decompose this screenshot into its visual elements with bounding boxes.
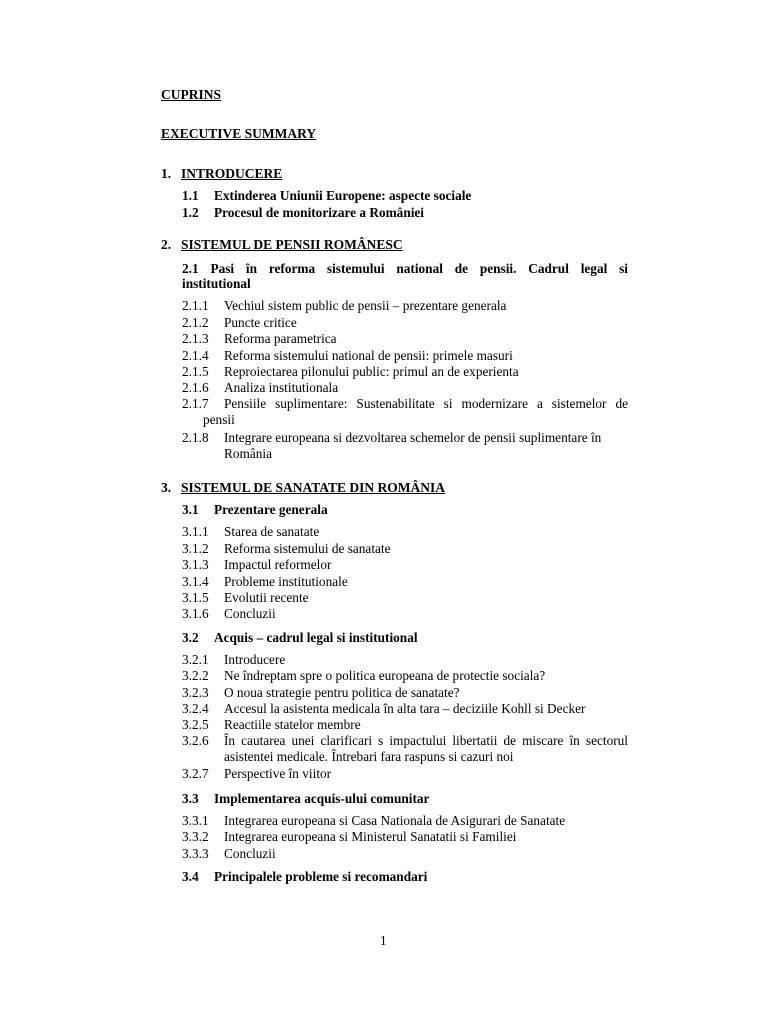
subsection-3-1-4	[182, 574, 348, 590]
subsection-number: 3.2.4	[182, 701, 209, 716]
subsection-number: 3.3.1	[182, 813, 209, 828]
subsection-number: 3.1.4	[182, 574, 209, 589]
executive-summary-heading: EXECUTIVE SUMMARY	[161, 126, 317, 141]
section-title: Extinderea Uniunii Europene: aspecte sociale	[214, 188, 472, 203]
chapter-2-heading	[161, 237, 403, 253]
subsection-3-1-3	[182, 557, 331, 573]
chapter-1-heading	[161, 166, 282, 182]
subsection-3-2-6-line1	[182, 733, 628, 749]
subsection-number: 3.2.2	[182, 668, 209, 683]
section-number: 3.2	[182, 630, 199, 645]
subsection-number: 3.1.3	[182, 557, 209, 572]
subsection-3-2-1	[182, 652, 285, 668]
subsection-3-3-1	[182, 813, 565, 829]
section-number: 3.4	[182, 869, 199, 884]
section-number: 1.2	[182, 205, 199, 220]
section-2-1-line2: institutional	[182, 276, 251, 291]
subsection-2-1-1	[182, 298, 506, 314]
subsection-number: 2.1.5	[182, 364, 209, 379]
subsection-number: 3.2.1	[182, 652, 209, 667]
subsection-title: Integrarea europeana si Casa Nationala de Asigurari de Sanatate	[224, 813, 566, 828]
chapter-title: SISTEMUL DE SANATATE DIN ROMÂNIA	[181, 480, 446, 495]
subsection-number: 3.3.3	[182, 846, 209, 861]
subsection-2-1-2	[182, 315, 297, 331]
chapter-number: 1.	[161, 166, 172, 181]
subsection-number: 3.2.3	[182, 685, 209, 700]
section-title: Prezentare generala	[214, 502, 328, 517]
subsection-title: Vechiul sistem public de pensii – prezentare generala	[224, 298, 507, 313]
subsection-number: 3.1.5	[182, 590, 209, 605]
subsection-number: 3.2.6	[182, 733, 209, 748]
chapter-title: SISTEMUL DE PENSII ROMÂNESC	[181, 237, 403, 252]
section-number: 2.1	[182, 261, 199, 276]
section-3-3	[182, 791, 429, 807]
subsection-2-1-5	[182, 364, 519, 380]
subsection-3-2-2	[182, 668, 545, 684]
subsection-2-1-8-line2: România	[224, 446, 273, 461]
subsection-2-1-6	[182, 380, 338, 396]
section-number: 1.1	[182, 188, 199, 203]
subsection-title: Concluzii	[224, 846, 276, 861]
subsection-3-2-3	[182, 685, 460, 701]
subsection-3-2-5	[182, 717, 361, 733]
subsection-number: 2.1.2	[182, 315, 209, 330]
page-number: 1	[380, 933, 387, 948]
section-number: 3.1	[182, 502, 199, 517]
subsection-title: O noua strategie pentru politica de sanatate?	[224, 685, 460, 700]
subsection-number: 3.2.5	[182, 717, 209, 732]
subsection-title: Evolutii recente	[224, 590, 309, 605]
subsection-number: 3.3.2	[182, 829, 209, 844]
subsection-number: 2.1.4	[182, 348, 209, 363]
subsection-2-1-7-line2: pensii	[203, 412, 235, 427]
subsection-number: 2.1.1	[182, 298, 209, 313]
section-3-1	[182, 502, 328, 518]
section-3-2	[182, 630, 418, 646]
subsection-title: Starea de sanatate	[224, 524, 320, 539]
subsection-2-1-4	[182, 348, 513, 364]
subsection-3-2-7	[182, 766, 331, 782]
subsection-title: Accesul la asistenta medicala în alta tara – deciziile Kohll si Decker	[224, 701, 586, 716]
subsection-number: 2.1.7	[182, 396, 209, 411]
section-2-1-line1	[182, 261, 628, 277]
subsection-3-1-6	[182, 606, 276, 622]
subsection-2-1-3	[182, 331, 337, 347]
subsection-3-1-2	[182, 541, 391, 557]
subsection-title: Concluzii	[224, 606, 276, 621]
section-3-4	[182, 869, 427, 885]
subsection-title: Reforma sistemului national de pensii: primele masuri	[224, 348, 513, 363]
subsection-title: Reproiectarea pilonului public: primul an de experienta	[224, 364, 519, 379]
section-1-2	[182, 205, 424, 221]
chapter-title: INTRODUCERE	[181, 166, 283, 181]
subsection-3-1-5	[182, 590, 309, 606]
subsection-title: Perspective în viitor	[224, 766, 332, 781]
subsection-number: 3.1.6	[182, 606, 209, 621]
chapter-number: 2.	[161, 237, 172, 252]
subsection-title: Reforma sistemului de sanatate	[224, 541, 391, 556]
subsection-3-1-1	[182, 524, 319, 540]
subsection-title: Reforma parametrica	[224, 331, 337, 346]
subsection-title: Introducere	[224, 652, 286, 667]
section-title: Procesul de monitorizare a României	[214, 205, 425, 220]
subsection-title: Reactiile statelor membre	[224, 717, 361, 732]
subsection-number: 2.1.8	[182, 430, 209, 445]
subsection-title: Probleme institutionale	[224, 574, 348, 589]
toc-title: CUPRINS	[161, 87, 222, 102]
section-title: Implementarea acquis-ului comunitar	[214, 791, 430, 806]
subsection-title-line1: Integrare europeana si dezvoltarea schemelor de pensii suplimentare în	[224, 430, 602, 445]
subsection-title: Analiza institutionala	[224, 380, 339, 395]
chapter-3-heading	[161, 480, 445, 496]
section-number: 3.3	[182, 791, 199, 806]
section-title: Principalele probleme si recomandari	[214, 869, 428, 884]
section-title: Acquis – cadrul legal si institutional	[214, 630, 418, 645]
subsection-3-2-6-line2: asistentei medicale. Întrebari fara raspuns si cazuri noi	[224, 749, 514, 764]
subsection-title-line1: În cautarea unei clarificari s impactului libertatii de miscare în sectorul	[224, 733, 628, 748]
subsection-2-1-7-line1	[182, 396, 628, 412]
subsection-title: Impactul reformelor	[224, 557, 332, 572]
subsection-number: 2.1.3	[182, 331, 209, 346]
chapter-number: 3.	[161, 480, 172, 495]
subsection-number: 3.1.2	[182, 541, 209, 556]
subsection-title: Ne îndreptam spre o politica europeana de protectie sociala?	[224, 668, 546, 683]
subsection-3-2-4	[182, 701, 585, 717]
subsection-title: Integrarea europeana si Ministerul Sanatatii si Familiei	[224, 829, 517, 844]
subsection-3-3-2	[182, 829, 516, 845]
subsection-number: 3.2.7	[182, 766, 209, 781]
subsection-number: 3.1.1	[182, 524, 209, 539]
subsection-title: Puncte critice	[224, 315, 297, 330]
subsection-2-1-8-line1	[182, 430, 601, 446]
subsection-3-3-3	[182, 846, 276, 862]
subsection-title-line1: Pensiile suplimentare: Sustenabilitate si modernizare a sistemelor de	[224, 396, 628, 411]
subsection-number: 2.1.6	[182, 380, 209, 395]
section-1-1	[182, 188, 471, 204]
section-title-line1: Pasi în reforma sistemului national de pensii. Cadrul legal si	[210, 261, 628, 276]
